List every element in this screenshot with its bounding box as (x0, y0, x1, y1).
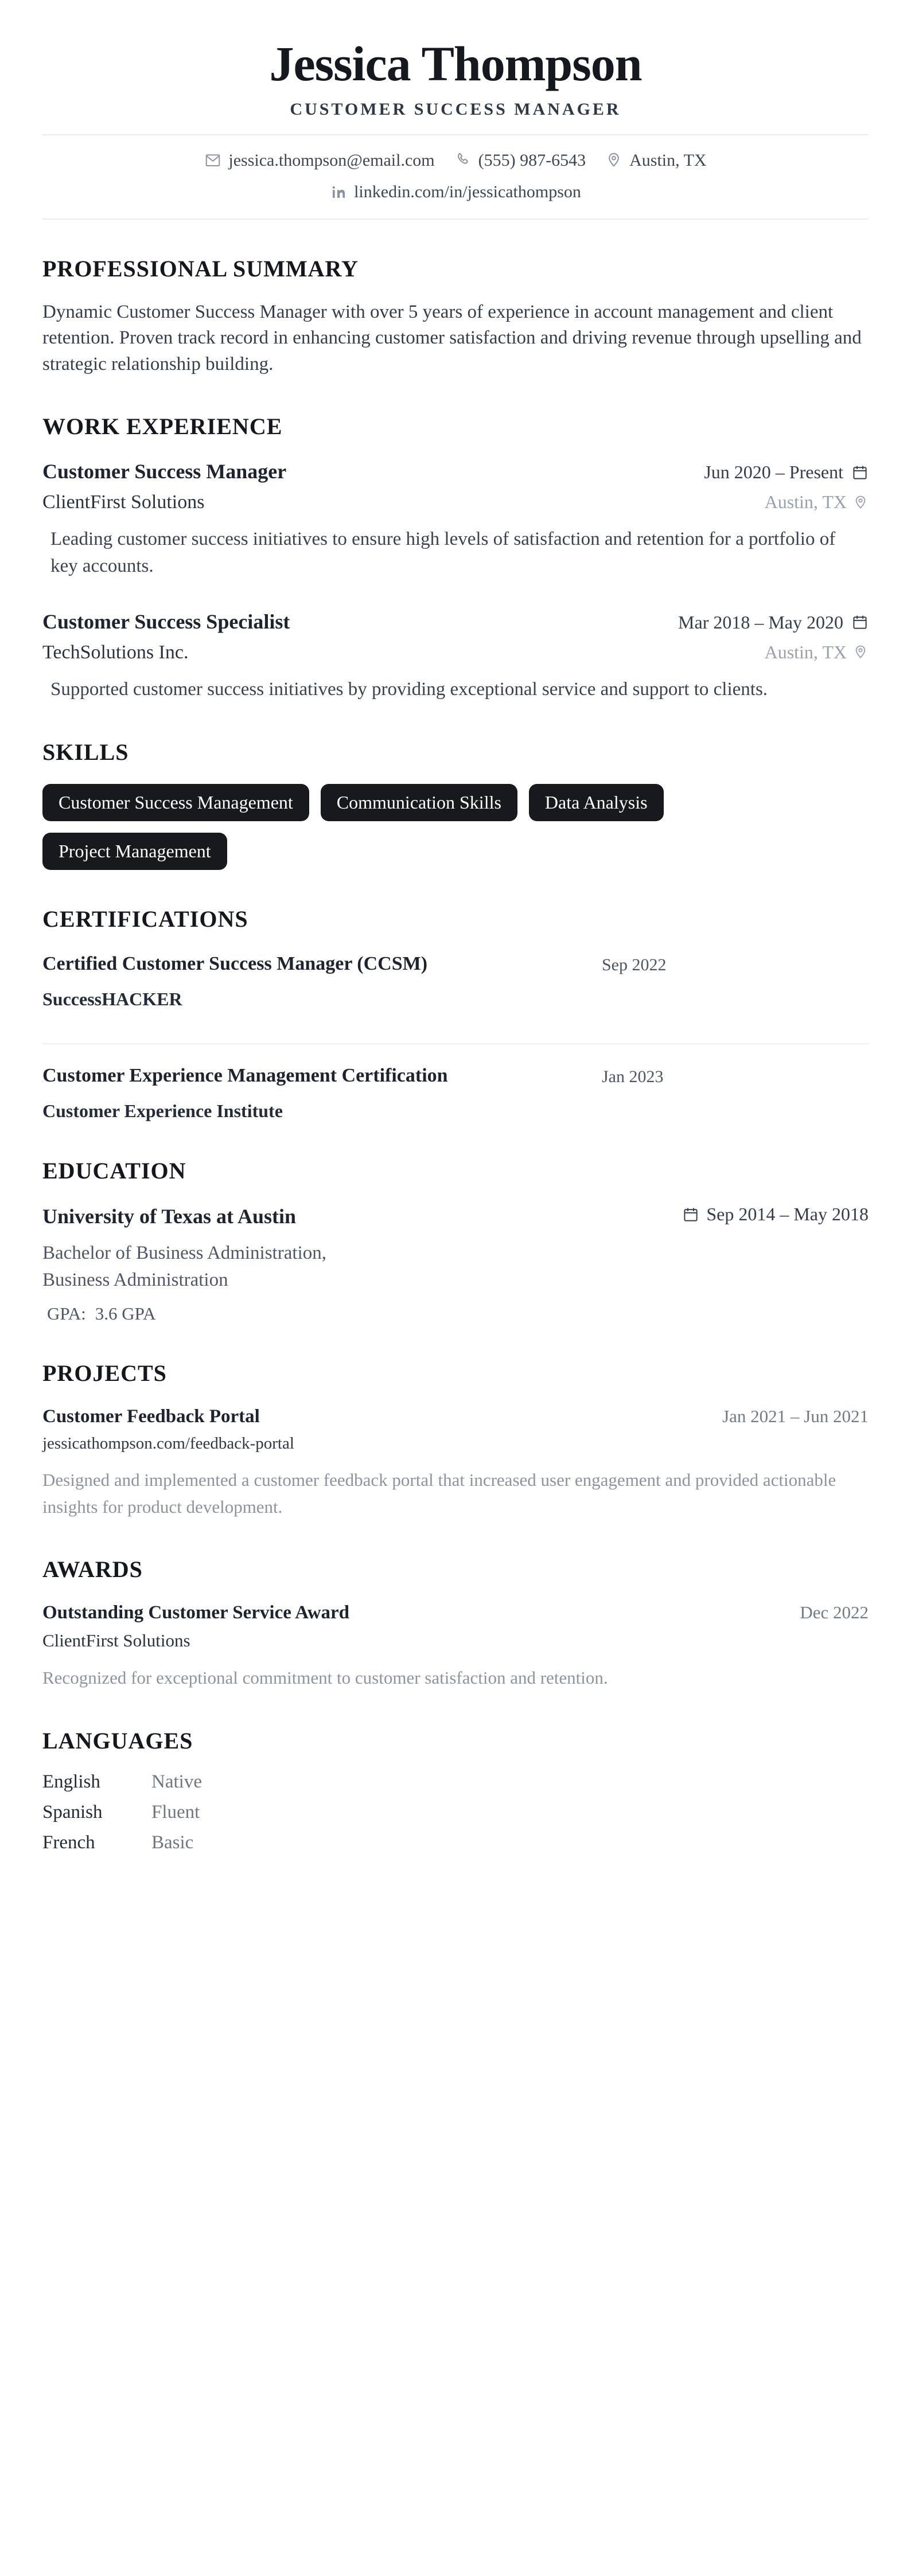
language-list (42, 1771, 869, 1853)
education-field-line: Business Administration (42, 1270, 228, 1291)
summary-text: Dynamic Customer Success Manager with over 5 years of experience in account management and client retention. Proven track record in enhancing customer satisfaction and driving revenue through upselling and strategic relationship building. (42, 301, 862, 374)
education-school: University of Texas at Austin (42, 1204, 297, 1228)
contact-linkedin-text: linkedin.com/in/jessicathompson (354, 182, 581, 201)
person-name: Jessica Thompson (269, 36, 642, 91)
language-level: Native (151, 1771, 202, 1792)
education-gpa (42, 1303, 869, 1324)
job-dates-text: Jun 2020 – Present (704, 462, 843, 483)
award-entry (42, 1602, 869, 1692)
language-name: French (42, 1832, 95, 1853)
job-company: TechSolutions Inc. (42, 641, 189, 663)
contact-email (204, 145, 434, 177)
contact-row-secondary (42, 176, 869, 208)
map-pin-icon (605, 151, 622, 169)
person-job-title: CUSTOMER SUCCESS MANAGER (290, 99, 621, 119)
section-heading: PROFESSIONAL SUMMARY (42, 255, 359, 282)
language-row (42, 1802, 869, 1823)
linkedin-icon (330, 184, 347, 201)
award-date: Dec 2022 (800, 1602, 869, 1623)
project-dates: Jan 2021 – Jun 2021 (722, 1406, 869, 1427)
language-row (42, 1832, 869, 1853)
contact-location (605, 145, 706, 177)
section-heading: LANGUAGES (42, 1727, 193, 1754)
section-heading: PROJECTS (42, 1360, 167, 1387)
section-work-experience (42, 413, 869, 703)
map-pin-icon (852, 494, 869, 510)
skill-chip: Communication Skills (321, 784, 517, 821)
email-icon (204, 151, 221, 169)
job-dates (704, 462, 869, 483)
section-awards (42, 1556, 869, 1692)
job-title: Customer Success Specialist (42, 610, 290, 633)
contact-row-primary (42, 145, 869, 177)
resume-document (42, 0, 869, 1853)
education-degree (42, 1240, 869, 1295)
language-level: Fluent (151, 1801, 200, 1822)
certification-date: Sep 2022 (602, 955, 667, 975)
section-education (42, 1157, 869, 1324)
language-level: Basic (151, 1832, 194, 1853)
certification-title: Customer Experience Management Certification (42, 1065, 448, 1087)
job-location (765, 491, 869, 513)
award-name: Outstanding Customer Service Award (42, 1602, 350, 1623)
job-entry (42, 610, 869, 703)
job-entry (42, 459, 869, 580)
gpa-value: 3.6 GPA (95, 1303, 156, 1324)
job-title: Customer Success Manager (42, 460, 287, 483)
education-degree-line: Bachelor of Business Administration, (42, 1242, 326, 1263)
award-description: Recognized for exceptional commitment to customer satisfaction and retention. (42, 1668, 608, 1688)
section-heading: WORK EXPERIENCE (42, 413, 283, 440)
section-heading: EDUCATION (42, 1158, 186, 1184)
education-dates (682, 1204, 869, 1225)
certification-date: Jan 2023 (602, 1067, 664, 1087)
header-divider-bottom (42, 218, 869, 220)
map-pin-icon (852, 644, 869, 660)
job-location (765, 642, 869, 663)
certification-issuer: Customer Experience Institute (42, 1100, 283, 1122)
skill-chip-list (42, 784, 788, 870)
contact-location-text: Austin, TX (629, 150, 707, 170)
section-heading: CERTIFICATIONS (42, 906, 248, 932)
gpa-label: GPA: (47, 1303, 86, 1324)
contact-block (42, 135, 869, 218)
resume-header (42, 33, 869, 220)
skill-chip: Data Analysis (529, 784, 664, 821)
job-location-text: Austin, TX (764, 641, 847, 662)
education-dates-text: Sep 2014 – May 2018 (706, 1204, 869, 1225)
job-description: Supported customer success initiatives by providing exceptional service and support to clients. (50, 678, 768, 700)
section-professional-summary (42, 255, 869, 378)
project-entry (42, 1406, 869, 1520)
section-languages (42, 1727, 869, 1853)
certification-entry (42, 953, 869, 1010)
project-url: jessicathompson.com/feedback-portal (42, 1434, 294, 1453)
skill-chip: Customer Success Management (42, 784, 309, 821)
contact-email-text: jessica.thompson@email.com (228, 150, 435, 170)
section-heading: AWARDS (42, 1556, 143, 1583)
calendar-icon (851, 464, 869, 481)
language-name: English (42, 1771, 100, 1792)
job-dates-text: Mar 2018 – May 2020 (678, 611, 843, 633)
job-location-text: Austin, TX (764, 491, 847, 513)
certification-title: Certified Customer Success Manager (CCSM) (42, 953, 428, 975)
job-description: Leading customer success initiatives to ensure high levels of satisfaction and retention for a portfolio of key accounts. (50, 529, 836, 576)
contact-phone (454, 145, 586, 177)
calendar-icon (682, 1206, 699, 1223)
section-heading: SKILLS (42, 739, 129, 765)
certification-entry (42, 1065, 869, 1122)
skill-chip: Project Management (42, 833, 227, 870)
certification-issuer: SuccessHACKER (42, 989, 182, 1010)
section-skills (42, 739, 869, 870)
certification-divider (42, 1043, 869, 1044)
project-description: Designed and implemented a customer feedback portal that increased user engagement and provided actionable insights for product development. (42, 1470, 836, 1517)
phone-icon (454, 151, 472, 169)
award-issuer: ClientFirst Solutions (42, 1630, 190, 1651)
job-company: ClientFirst Solutions (42, 491, 205, 513)
project-name: Customer Feedback Portal (42, 1406, 260, 1427)
contact-linkedin (330, 176, 581, 208)
language-name: Spanish (42, 1801, 103, 1822)
section-projects (42, 1360, 869, 1520)
section-certifications (42, 905, 869, 1122)
language-row (42, 1771, 869, 1793)
job-dates (678, 612, 869, 633)
calendar-icon (851, 614, 869, 631)
contact-phone-text: (555) 987-6543 (478, 150, 586, 170)
